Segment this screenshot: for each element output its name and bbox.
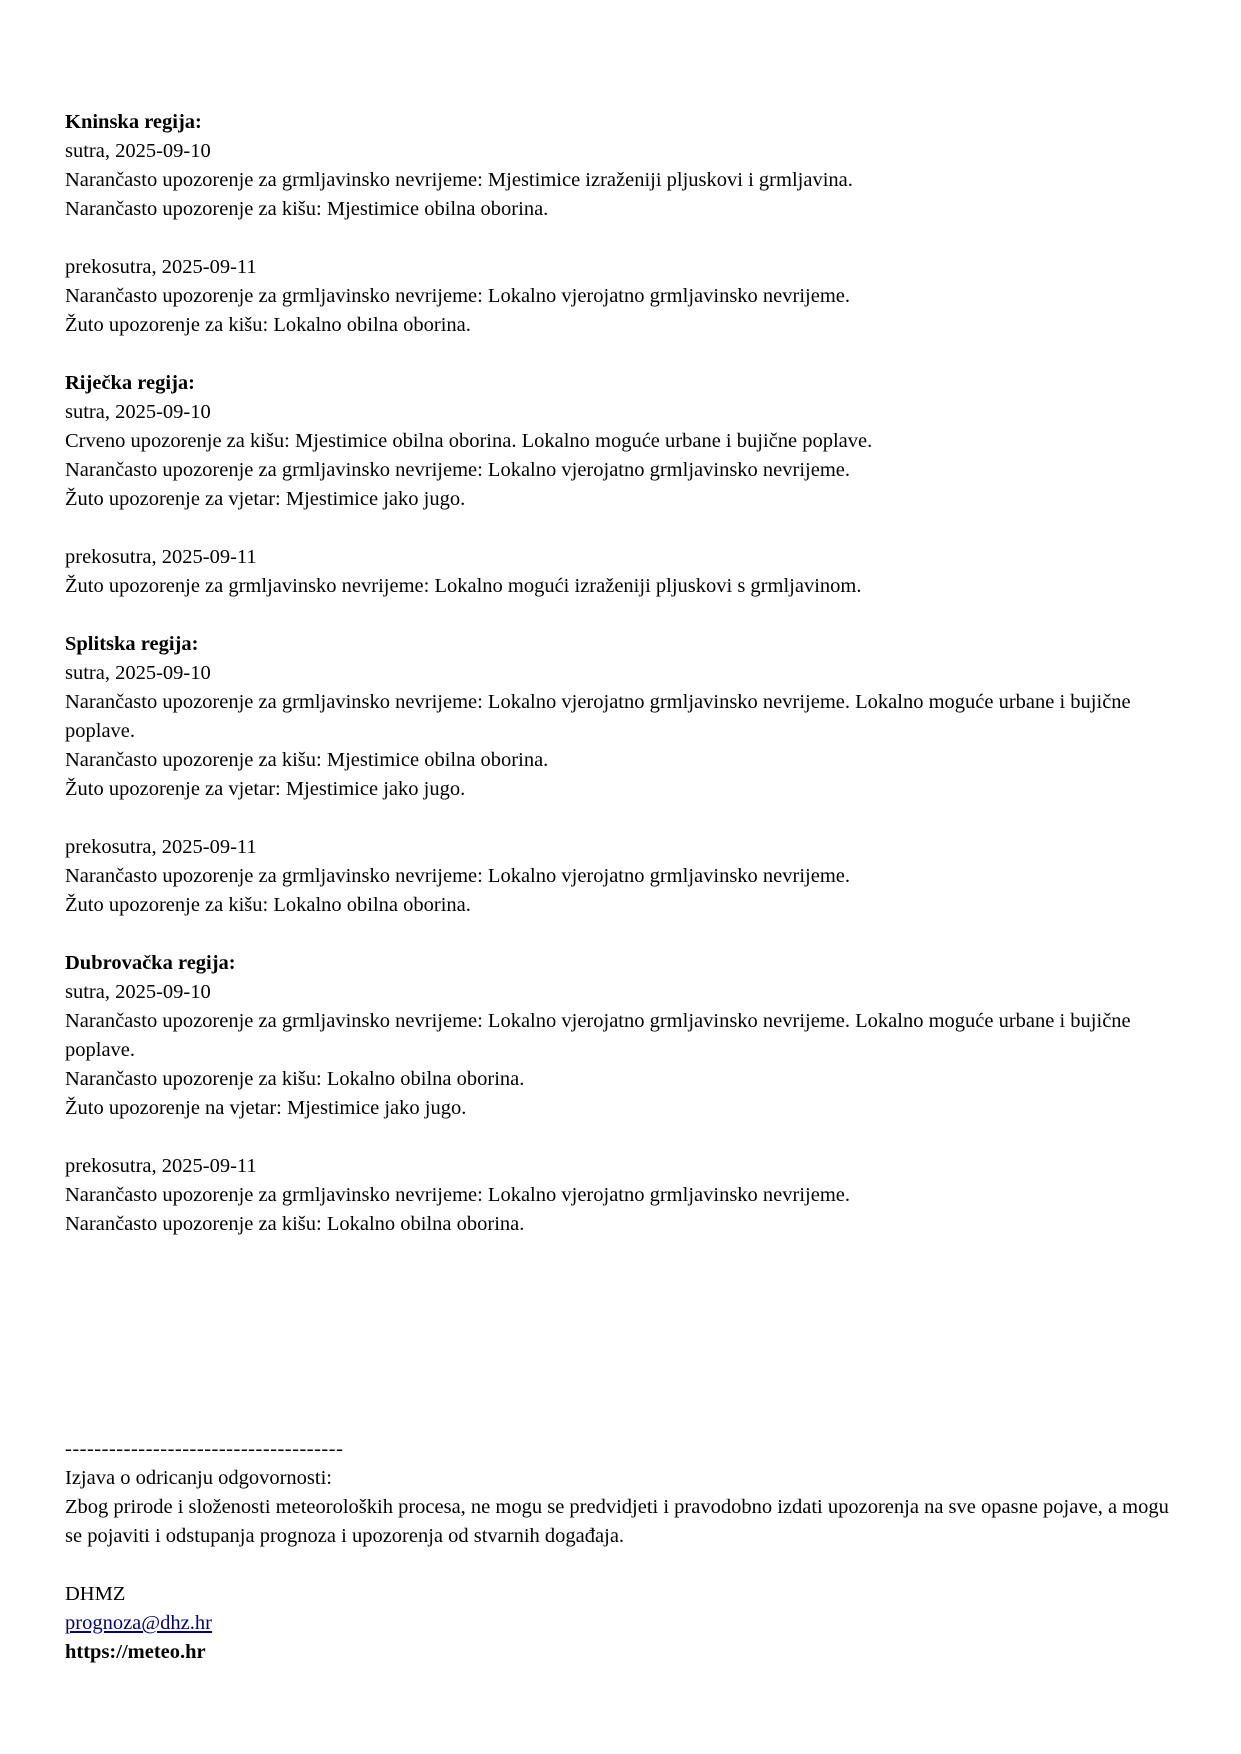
- warning-text: Narančasto upozorenje za kišu: Mjestimice obilna oborina.: [65, 198, 549, 220]
- warning-text: Žuto upozorenje za vjetar: Mjestimice jako jugo.: [65, 488, 466, 510]
- warning-text: Narančasto upozorenje za grmljavinsko nevrijeme: Lokalno vjerojatno grmljavinsko nevrijeme. Lokalno moguće urbane i bujične poplave.: [65, 1010, 1131, 1061]
- dashed-separator: --------------------------------------: [65, 1438, 344, 1460]
- day-label: prekosutra, 2025-09-11: [65, 546, 257, 568]
- region-heading: Dubrovačka regija:: [65, 952, 236, 974]
- warning-text: Narančasto upozorenje za grmljavinsko nevrijeme: Mjestimice izraženiji pljuskovi i grmljavina.: [65, 169, 853, 191]
- warning-text: Žuto upozorenje za grmljavinsko nevrijeme: Lokalno mogući izraženiji pljuskovi s grmljavinom.: [65, 575, 862, 597]
- blank-line: [65, 920, 1175, 949]
- day-label: sutra, 2025-09-10: [65, 401, 211, 423]
- region-section-rijecka: [65, 369, 1175, 601]
- warning-text: Žuto upozorenje za vjetar: Mjestimice jako jugo.: [65, 778, 466, 800]
- email-link[interactable]: prognoza@dhz.hr: [65, 1612, 212, 1634]
- region-heading: Kninska regija:: [65, 111, 202, 133]
- warning-text: Narančasto upozorenje za grmljavinsko nevrijeme: Lokalno vjerojatno grmljavinsko nevrijeme.: [65, 1184, 851, 1206]
- warning-text: Žuto upozorenje za kišu: Lokalno obilna oborina.: [65, 894, 471, 916]
- disclaimer-title: Izjava o odricanju odgovornosti:: [65, 1467, 333, 1489]
- day-label: sutra, 2025-09-10: [65, 662, 211, 684]
- warning-text: Crveno upozorenje za kišu: Mjestimice obilna oborina. Lokalno moguće urbane i bujične poplave.: [65, 430, 873, 452]
- day-label: prekosutra, 2025-09-11: [65, 836, 257, 858]
- region-heading: Splitska regija:: [65, 633, 199, 655]
- blank-line: [65, 601, 1175, 630]
- day-label: prekosutra, 2025-09-11: [65, 256, 257, 278]
- website-url: https://meteo.hr: [65, 1641, 206, 1663]
- region-heading: Riječka regija:: [65, 372, 195, 394]
- blank-line: [65, 224, 1175, 253]
- warning-text: Narančasto upozorenje za kišu: Lokalno obilna oborina.: [65, 1068, 525, 1090]
- warning-text: Narančasto upozorenje za kišu: Lokalno obilna oborina.: [65, 1213, 525, 1235]
- warning-text: Narančasto upozorenje za grmljavinsko nevrijeme: Lokalno vjerojatno grmljavinsko nevrijeme.: [65, 459, 851, 481]
- warning-text: Narančasto upozorenje za grmljavinsko nevrijeme: Lokalno vjerojatno grmljavinsko nevrijeme.: [65, 285, 851, 307]
- vertical-spacer: [65, 1239, 1175, 1435]
- blank-line: [65, 1551, 1175, 1580]
- day-label: sutra, 2025-09-10: [65, 981, 211, 1003]
- region-section-splitska: [65, 630, 1175, 920]
- disclaimer-body: Zbog prirode i složenosti meteoroloških procesa, ne mogu se predvidjeti i pravodobno izdati upozorenja na sve opasne pojave, a mogu se pojaviti i odstupanja prognoza i upozorenja od stvarnih događaja.: [65, 1496, 1169, 1547]
- day-label: prekosutra, 2025-09-11: [65, 1155, 257, 1177]
- day-label: sutra, 2025-09-10: [65, 140, 211, 162]
- blank-line: [65, 514, 1175, 543]
- organization-name: DHMZ: [65, 1583, 126, 1605]
- region-section-dubrovacka: [65, 949, 1175, 1239]
- signature-block: [65, 1435, 1175, 1667]
- blank-line: [65, 1123, 1175, 1152]
- warning-text: Narančasto upozorenje za grmljavinsko nevrijeme: Lokalno vjerojatno grmljavinsko nevrijeme. Lokalno moguće urbane i bujične poplave.: [65, 691, 1131, 742]
- blank-line: [65, 804, 1175, 833]
- region-section-kninska: [65, 108, 1175, 340]
- warning-text: Žuto upozorenje za kišu: Lokalno obilna oborina.: [65, 314, 471, 336]
- warning-text: Žuto upozorenje na vjetar: Mjestimice jako jugo.: [65, 1097, 467, 1119]
- warning-text: Narančasto upozorenje za kišu: Mjestimice obilna oborina.: [65, 749, 549, 771]
- warning-text: Narančasto upozorenje za grmljavinsko nevrijeme: Lokalno vjerojatno grmljavinsko nevrijeme.: [65, 865, 851, 887]
- blank-line: [65, 340, 1175, 369]
